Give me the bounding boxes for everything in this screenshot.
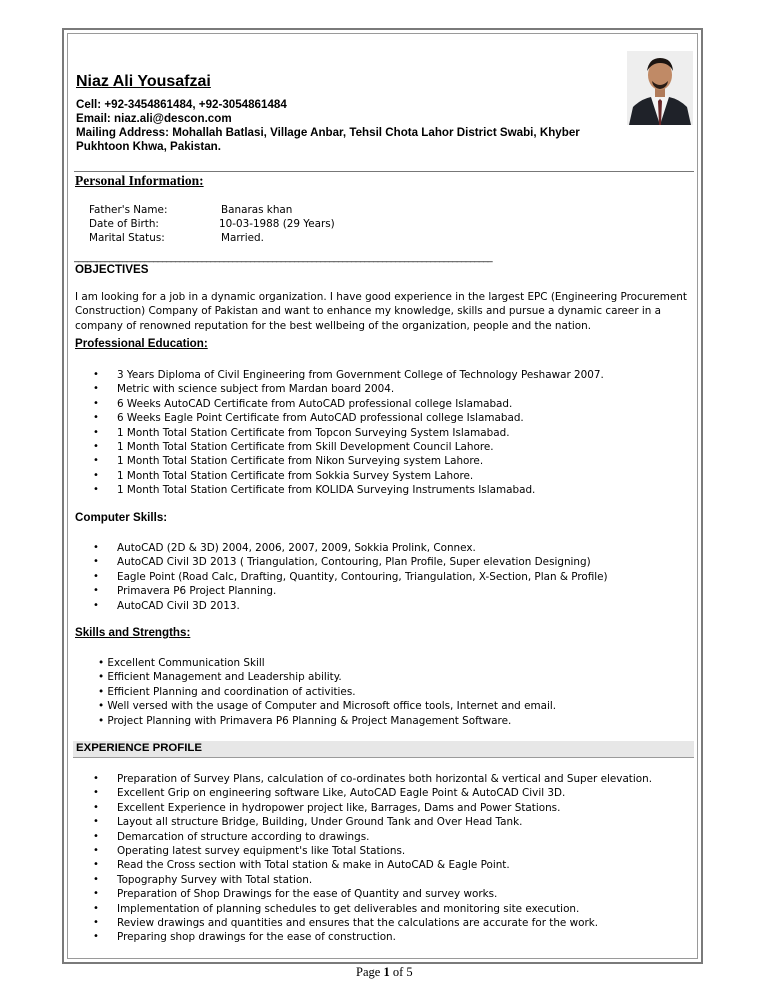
- bullet-icon: •: [93, 816, 99, 828]
- list-item: • Review drawings and quantities and ensures that the calculations are accurate for the work.: [93, 916, 599, 929]
- list-item: • Preparation of Survey Plans, calculation of co-ordinates both horizontal & vertical and Super elevation.: [93, 773, 653, 785]
- education-list: [93, 368, 604, 498]
- objectives-line: company of renowned reputation for the best wellbeing of the organization, people and the nation.: [75, 319, 592, 332]
- header-divider: [74, 171, 694, 172]
- objectives-line: I am looking for a job in a dynamic organization. I have good experience in the largest EPC (Engineering Procurement: [75, 291, 687, 303]
- bullet-icon: •: [93, 888, 99, 900]
- personal-info-heading: Personal Information:: [75, 173, 204, 188]
- list-item: • Excellent Communication Skill: [98, 657, 265, 669]
- list-item: • Efficient Management and Leadership ability.: [98, 671, 342, 684]
- bullet-icon: •: [93, 859, 99, 871]
- bullet-icon: •: [93, 455, 99, 467]
- list-item: • Project Planning with Primavera P6 Planning & Project Management Software.: [98, 714, 512, 727]
- father-name-value: Banaras khan: [221, 204, 293, 216]
- list-item: • 1 Month Total Station Certificate from Topcon Surveying System Islamabad.: [93, 426, 510, 439]
- list-item: • Efficient Planning and coordination of activities.: [98, 685, 356, 698]
- list-item: • Preparing shop drawings for the ease of construction.: [93, 931, 396, 944]
- experience-heading-bar: [73, 741, 694, 758]
- marital-status-value: Married.: [221, 232, 264, 244]
- list-item: • Metric with science subject from Mardan board 2004.: [93, 383, 395, 396]
- dob-label: Date of Birth:: [89, 218, 159, 230]
- dob-value: 10-03-1988 (29 Years): [219, 218, 335, 230]
- list-item: • 1 Month Total Station Certificate from Nikon Surveying system Lahore.: [93, 455, 484, 468]
- bullet-icon: •: [93, 556, 99, 568]
- marital-status-label: Marital Status:: [89, 232, 165, 244]
- list-item: • Read the Cross section with Total station & make in AutoCAD & Eagle Point.: [93, 859, 510, 872]
- page-number: [356, 965, 413, 980]
- address-line-2: Pukhtoon Khwa, Pakistan.: [76, 140, 221, 153]
- list-item: • Primavera P6 Project Planning.: [93, 585, 277, 598]
- email-line: Email: niaz.ali@descon.com: [76, 112, 232, 125]
- list-item: • Demarcation of structure according to drawings.: [93, 830, 370, 843]
- bullet-icon: •: [93, 585, 99, 597]
- cell-line: Cell: +92-3454861484, +92-3054861484: [76, 98, 287, 111]
- father-name-label: Father's Name:: [89, 204, 168, 216]
- bullet-icon: •: [93, 440, 99, 452]
- objectives-heading: OBJECTIVES: [75, 263, 149, 276]
- objectives-line: Construction) Company of Pakistan and want to enhance my knowledge, skills and pursue a dynamic career in a: [75, 305, 662, 318]
- list-item: • 1 Month Total Station Certificate from Skill Development Council Lahore.: [93, 440, 494, 453]
- bullet-icon: •: [93, 873, 99, 885]
- experience-list: [93, 772, 652, 945]
- bullet-icon: •: [93, 369, 99, 380]
- bullet-icon: •: [93, 902, 99, 914]
- education-heading: Professional Education:: [75, 337, 208, 350]
- list-item: • Eagle Point (Road Calc, Drafting, Quantity, Contouring, Triangulation, X-Section, Plan & Profile): [93, 570, 608, 583]
- bullet-icon: •: [93, 426, 99, 438]
- experience-heading: EXPERIENCE PROFILE: [76, 742, 202, 754]
- list-item: • Operating latest survey equipment's like Total Stations.: [93, 844, 406, 857]
- list-item: • Well versed with the usage of Computer and Microsoft office tools, Internet and email.: [98, 700, 557, 713]
- bullet-icon: •: [93, 931, 99, 943]
- list-item: • Excellent Experience in hydropower project like, Barrages, Dams and Power Stations.: [93, 801, 561, 814]
- list-item: • 6 Weeks Eagle Point Certificate from AutoCAD professional college Islamabad.: [93, 412, 524, 425]
- page-word: Page: [356, 965, 384, 979]
- bullet-icon: •: [93, 773, 99, 784]
- list-item: • AutoCAD Civil 3D 2013 ( Triangulation, Contouring, Plan Profile, Super elevation Designing): [93, 556, 591, 569]
- skills-heading: Skills and Strengths:: [75, 626, 191, 639]
- candidate-name: Niaz Ali Yousafzai: [76, 73, 211, 90]
- bullet-icon: •: [93, 397, 99, 409]
- bullet-icon: •: [93, 383, 99, 395]
- bullet-icon: •: [93, 787, 99, 799]
- list-item: • 1 Month Total Station Certificate from KOLIDA Surveying Instruments Islamabad.: [93, 484, 536, 497]
- list-item: • AutoCAD Civil 3D 2013.: [93, 599, 240, 612]
- list-item: • 6 Weeks AutoCAD Certificate from AutoCAD professional college Islamabad.: [93, 397, 513, 410]
- bullet-icon: •: [93, 830, 99, 842]
- bullet-icon: •: [93, 570, 99, 582]
- address-line-1: Mailing Address: Mohallah Batlasi, Village Anbar, Tehsil Chota Lahor District Swabi, Khyber: [76, 126, 580, 139]
- list-item: • Excellent Grip on engineering software Like, AutoCAD Eagle Point & AutoCAD Civil 3D.: [93, 787, 566, 800]
- dashed-divider: _______________________________________________________________________________________________: [74, 252, 493, 263]
- bullet-icon: •: [93, 484, 99, 496]
- current-page: 1: [383, 965, 390, 979]
- list-item: • 1 Month Total Station Certificate from Sokkia Survey System Lahore.: [93, 469, 474, 482]
- computer-skills-heading: Computer Skills:: [75, 511, 168, 524]
- objectives-text: [75, 290, 700, 333]
- bullet-icon: •: [93, 599, 99, 611]
- bullet-icon: •: [93, 916, 99, 928]
- skills-list: [98, 656, 556, 728]
- bullet-icon: •: [93, 801, 99, 813]
- list-item: • Layout all structure Bridge, Building, Under Ground Tank and Over Head Tank.: [93, 816, 523, 829]
- bullet-icon: •: [93, 412, 99, 424]
- page-total: of 5: [389, 965, 413, 979]
- bullet-icon: •: [93, 844, 99, 856]
- list-item: • Topography Survey with Total station.: [93, 873, 313, 886]
- bullet-icon: •: [93, 469, 99, 481]
- list-item: • Implementation of planning schedules to get deliverables and monitoring site execution.: [93, 902, 580, 915]
- profile-photo: [627, 51, 693, 125]
- bullet-icon: •: [93, 542, 99, 553]
- list-item: • 3 Years Diploma of Civil Engineering from Government College of Technology Peshawar 2007.: [93, 369, 604, 381]
- list-item: • Preparation of Shop Drawings for the ease of Quantity and survey works.: [93, 888, 498, 901]
- list-item: • AutoCAD (2D & 3D) 2004, 2006, 2007, 2009, Sokkia Prolink, Connex.: [93, 542, 476, 554]
- computer-skills-list: [93, 541, 608, 613]
